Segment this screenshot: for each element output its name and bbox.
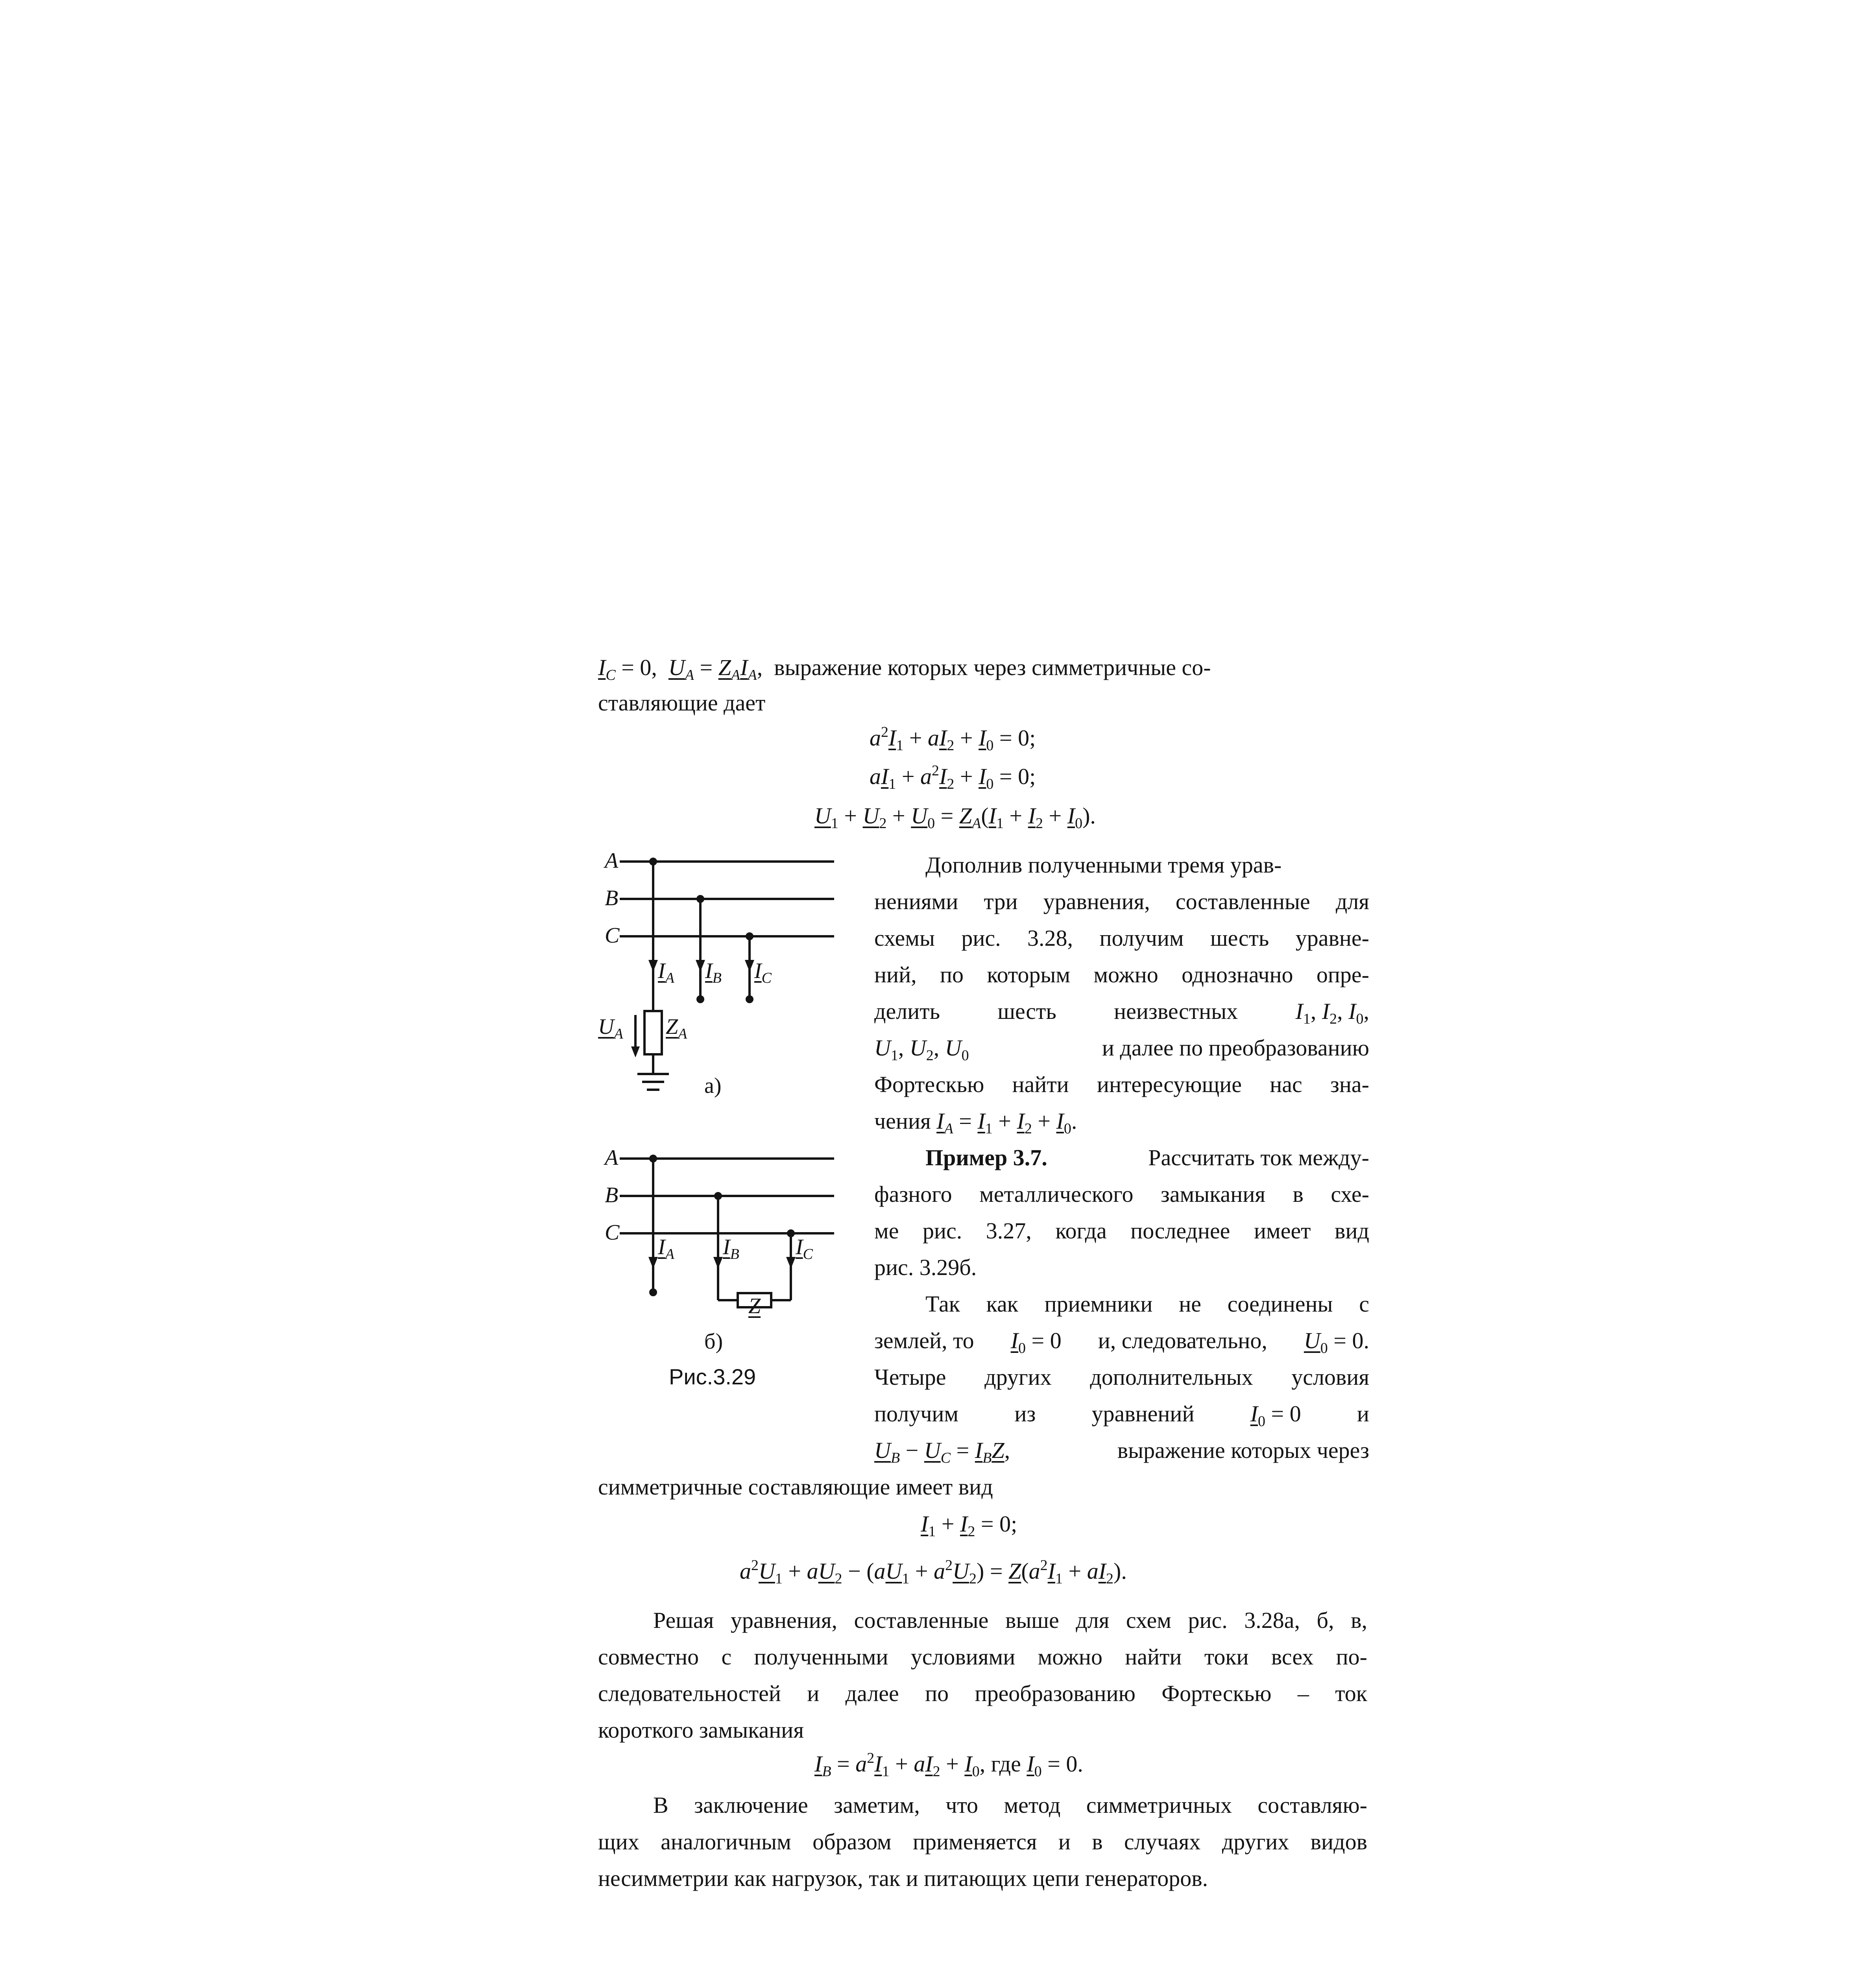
- inline-formula: $I_A = I_1 + I_2 + I_0$.: [936, 1108, 1077, 1137]
- inline-formula: $I_C = 0$, $U_A = Z_AI_A$,: [598, 655, 774, 683]
- inline-formula: $U_B - U_C = I_BZ$,: [874, 1437, 1010, 1466]
- phase-label: C: [605, 1220, 620, 1245]
- phase-label: B: [605, 886, 619, 910]
- inline-formula: $I_0 = 0$: [1010, 1328, 1062, 1356]
- circuit-diagram: [598, 854, 873, 1412]
- text-line: несимметрии как нагрузок, так и питающих цепи генераторов.: [598, 1866, 1208, 1891]
- diagram-a: [620, 859, 834, 1090]
- current-label: $I_B$: [723, 1235, 739, 1262]
- text-line: фазного металлического замыкания в схе-: [874, 1181, 1369, 1207]
- phase-label: C: [605, 923, 620, 948]
- subfigure-label: а): [704, 1074, 722, 1098]
- text-line: $I_C = 0$, $U_A = Z_AI_A$, выражение которых через симметричные со-: [598, 655, 1211, 683]
- diagram-b: [620, 1156, 834, 1307]
- inline-formula: $U_0 = 0$.: [1304, 1328, 1369, 1356]
- impedance-label: $Z_A$: [666, 1015, 687, 1042]
- text-line: нениями три уравнения, составленные для: [874, 889, 1369, 914]
- subfigure-label: б): [704, 1329, 723, 1354]
- current-label: $I_A$: [658, 959, 674, 986]
- current-label: $I_B$: [705, 959, 722, 986]
- text-line: следовательностей и далее по преобразованию Фортескью – ток: [598, 1681, 1367, 1706]
- text-line: В заключение заметим, что метод симметричных составляю-: [653, 1792, 1367, 1818]
- text-line: симметричные составляющие имеет вид: [598, 1474, 993, 1500]
- equation: $I_B = a^2I_1 + aI_2 + I_0$, где $I_0 = 0$.: [814, 1750, 1083, 1780]
- current-label: $I_C$: [754, 959, 772, 986]
- inline-formula: $I_0 = 0$: [1250, 1401, 1301, 1430]
- voltage-label: $U_A$: [598, 1015, 623, 1042]
- impedance-label: Z: [748, 1294, 761, 1318]
- text-line: схемы рис. 3.28, получим шесть уравне-: [874, 925, 1369, 951]
- text-line: Так как приемники не соединены с: [925, 1291, 1369, 1317]
- equation: $U_1 + U_2 + U_0 = Z_A(I_1 + I_2 + I_0)$.: [814, 803, 1096, 832]
- current-label: $I_A$: [658, 1235, 674, 1262]
- text-line: Решая уравнения, составленные выше для схем рис. 3.28а, б, в,: [653, 1607, 1367, 1633]
- inline-formula: $U_1$, $U_2$, $U_0$: [874, 1035, 969, 1064]
- figure-caption: Рис.3.29: [669, 1364, 756, 1389]
- text-line: короткого замыкания: [598, 1717, 804, 1743]
- text-line: чения $I_A = I_1 + I_2 + I_0$.: [874, 1108, 1077, 1137]
- equation: $I_1 + I_2 = 0$;: [921, 1511, 1017, 1540]
- text-line: совместно с полученными условиями можно найти токи всех по-: [598, 1644, 1367, 1670]
- text-line: $U_B - U_C = I_BZ$, выражение которых через: [874, 1431, 1369, 1469]
- text-line: ме рис. 3.27, когда последнее имеет вид: [874, 1218, 1369, 1244]
- text-line: $U_1$, $U_2$, $U_0$ и далее по преобразованию: [874, 1029, 1369, 1067]
- text-line: Дополнив полученными тремя урав-: [925, 852, 1282, 878]
- text-line: Четыре других дополнительных условия: [874, 1364, 1369, 1390]
- equation: $a^2I_1 + aI_2 + I_0 = 0$;: [870, 724, 1036, 754]
- current-label: $I_C$: [796, 1235, 813, 1262]
- text-line: Пример 3.7. Рассчитать ток между-: [874, 1138, 1369, 1177]
- example-title: Пример 3.7.: [925, 1145, 1047, 1170]
- text-line: ний, по которым можно однозначно опре-: [874, 962, 1369, 987]
- text-line: землей, то $I_0 = 0$ и, следовательно, $U_0 = 0$.: [874, 1321, 1369, 1360]
- impedance-za: [644, 1011, 662, 1054]
- equation: $aI_1 + a^2I_2 + I_0 = 0$;: [870, 762, 1036, 792]
- phase-label: A: [605, 1146, 619, 1170]
- text-line: получим из уравнений $I_0 = 0$ и: [874, 1395, 1369, 1433]
- text-line: рис. 3.29б.: [874, 1255, 977, 1280]
- text-line: Фортескью найти интересующие нас зна-: [874, 1072, 1369, 1097]
- text-line: ставляющие дает: [598, 690, 766, 716]
- phase-label: A: [605, 849, 619, 873]
- text-line: делить шесть неизвестных $I_1$, $I_2$, $I_0$,: [874, 992, 1369, 1030]
- inline-formula: $I_1$, $I_2$, $I_0$,: [1295, 998, 1369, 1027]
- text-line: щих аналогичным образом применяется и в случаях других видов: [598, 1829, 1367, 1854]
- equation: $a^2U_1 + aU_2 - (aU_1 + a^2U_2) = Z(a^2I_1 + aI_2)$.: [740, 1557, 1127, 1587]
- phase-label: B: [605, 1183, 619, 1207]
